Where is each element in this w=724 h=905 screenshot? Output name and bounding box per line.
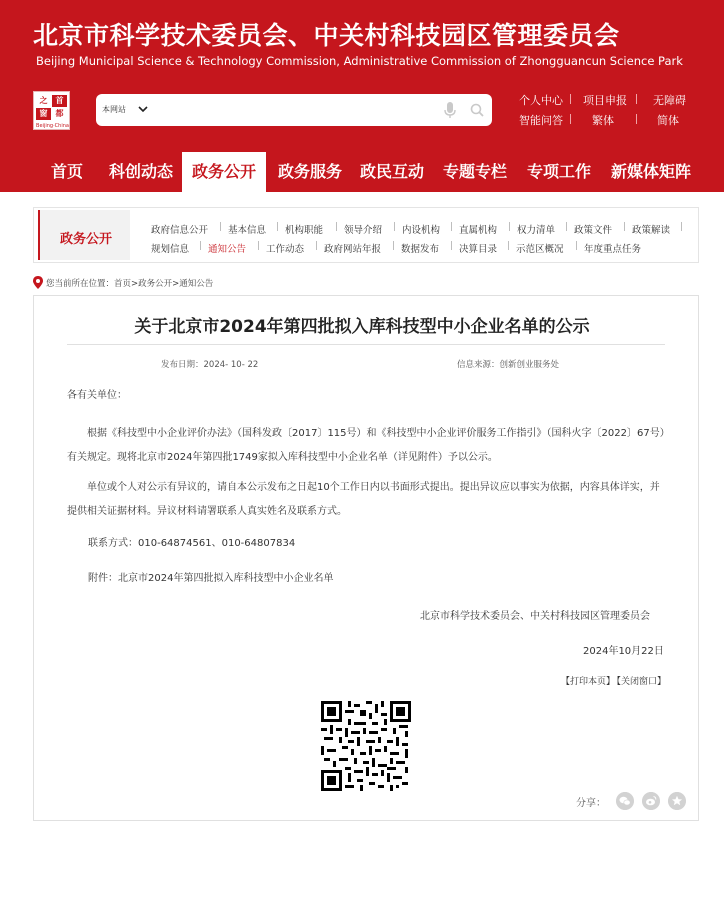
subnav-link[interactable]: 机构职能 <box>285 225 324 236</box>
article-title: 关于北京市2024年第四批拟入库科技型中小企业名单的公示 <box>134 317 590 337</box>
site-subtitle-en: Beijing Municipal Science & Technology Commission, Administrative Commission of Zhongguancun Science Park <box>36 54 683 68</box>
divider: | <box>507 241 511 251</box>
divider: | <box>257 241 261 251</box>
sign-date: 2024年10月22日 <box>583 646 664 657</box>
divider: | <box>335 222 339 232</box>
divider <box>636 114 637 124</box>
subnav-link[interactable]: 领导介绍 <box>344 225 383 236</box>
link-accessibility[interactable]: 无障碍 <box>653 94 686 107</box>
section-badge-label: 政务公开 <box>60 232 113 247</box>
link-project-application[interactable]: 项目申报 <box>583 94 627 107</box>
search-icon[interactable] <box>470 103 484 117</box>
chevron-down-icon[interactable] <box>138 103 148 115</box>
search-scope-select[interactable]: 本网站 <box>102 105 126 114</box>
subnav-link[interactable]: 权力清单 <box>517 225 556 236</box>
divider: | <box>199 241 203 251</box>
nav-interaction[interactable]: 政民互动 <box>359 162 424 181</box>
divider: | <box>565 222 569 232</box>
nav-special-work[interactable]: 专项工作 <box>526 162 591 181</box>
logo-char: 都 <box>55 109 64 118</box>
attachment-link[interactable]: 附件：北京市2024年第四批拟入库科技型中小企业名单 <box>88 573 334 584</box>
divider <box>570 114 571 124</box>
info-source: 信息来源：创新创业服务处 <box>457 360 560 370</box>
nav-gov-affairs[interactable]: 政务公开 <box>182 152 266 192</box>
link-traditional-chinese[interactable]: 繁体 <box>592 114 614 127</box>
subnav-link[interactable]: 政府网站年报 <box>324 244 382 255</box>
divider <box>636 94 637 104</box>
subnav-link[interactable]: 年度重点任务 <box>584 244 642 255</box>
divider: | <box>680 222 684 232</box>
logo-char: 之 <box>39 96 48 105</box>
nav-tech-news[interactable]: 科创动态 <box>108 162 173 181</box>
microphone-icon[interactable] <box>444 102 456 119</box>
share-label: 分享： <box>576 798 606 809</box>
subnav-link[interactable]: 政策解读 <box>632 225 671 236</box>
divider: | <box>219 222 223 232</box>
main-nav <box>0 152 724 192</box>
body-paragraph: 根据《科技型中小企业评价办法》（国科发政〔2017〕115号）和《科技型中小企业评价服务工作指引》（国科火字〔2022〕67号）有关规定。现将北京市2024年第四批1749家拟入库科技型中小企业名单（详见附件）予以公示。 <box>67 428 665 463</box>
subnav-link[interactable]: 数据发布 <box>401 244 440 255</box>
subnav-link[interactable]: 直属机构 <box>459 225 498 236</box>
weibo-icon[interactable] <box>642 792 660 810</box>
subnav-link[interactable]: 政策文件 <box>574 225 613 236</box>
subnav-link[interactable]: 示范区概况 <box>516 244 564 255</box>
body-paragraph: 单位或个人对公示有异议的，请自本公示发布之日起10个工作日内以书面形式提出。提出异议应以事实为依据，内容具体详实，并提供相关证据材料。异议材料请署联系人真实姓名及联系方式。 <box>67 482 660 517</box>
location-pin-icon <box>33 276 43 289</box>
divider <box>570 94 571 104</box>
wechat-icon[interactable] <box>616 792 634 810</box>
subnav-link-active[interactable]: 通知公告 <box>208 244 247 255</box>
subnav-link[interactable]: 规划信息 <box>151 244 190 255</box>
logo-char: 窗 <box>36 108 51 120</box>
divider <box>67 344 665 345</box>
qr-code <box>321 701 411 791</box>
site-title: 北京市科学技术委员会、中关村科技园区管理委员会 <box>33 21 620 50</box>
divider: | <box>276 222 280 232</box>
signature: 北京市科学技术委员会、中关村科技园区管理委员会 <box>420 611 650 622</box>
star-icon[interactable] <box>668 792 686 810</box>
breadcrumb-text[interactable]: 您当前所在位置：首页>政务公开>通知公告 <box>46 279 214 289</box>
nav-home[interactable]: 首页 <box>50 162 83 181</box>
nav-special-topics[interactable]: 专题专栏 <box>442 162 507 181</box>
subnav-link[interactable]: 政府信息公开 <box>151 225 209 236</box>
divider: | <box>392 241 396 251</box>
divider: | <box>623 222 627 232</box>
subnav-link[interactable]: 基本信息 <box>228 225 267 236</box>
nav-gov-services[interactable]: 政务服务 <box>277 162 342 181</box>
divider: | <box>393 222 397 232</box>
section-badge <box>38 210 130 260</box>
capital-window-logo[interactable] <box>33 91 70 130</box>
subnav-link[interactable]: 决算目录 <box>459 244 498 255</box>
divider: | <box>450 241 454 251</box>
contact-info: 联系方式：010-64874561、010-64807834 <box>88 538 296 549</box>
subnav-link[interactable]: 工作动态 <box>266 244 305 255</box>
print-page-button[interactable]: 【打印本页】 <box>561 677 616 687</box>
divider: | <box>508 222 512 232</box>
divider: | <box>450 222 454 232</box>
divider: | <box>315 241 319 251</box>
divider: | <box>575 241 579 251</box>
link-simplified-chinese[interactable]: 简体 <box>657 114 679 127</box>
salutation: 各有关单位： <box>67 390 127 401</box>
publish-date: 发布日期：2024- 10- 22 <box>161 360 259 370</box>
logo-caption: Beijing·China <box>36 123 69 129</box>
subnav-link[interactable]: 内设机构 <box>402 225 441 236</box>
nav-new-media[interactable]: 新媒体矩阵 <box>610 162 691 181</box>
close-window-button[interactable]: 【关闭窗口】 <box>612 677 667 687</box>
logo-char: 首 <box>52 95 67 107</box>
link-personal-center[interactable]: 个人中心 <box>519 94 563 107</box>
link-smart-qa[interactable]: 智能问答 <box>519 114 563 127</box>
search-bar[interactable] <box>96 94 492 126</box>
